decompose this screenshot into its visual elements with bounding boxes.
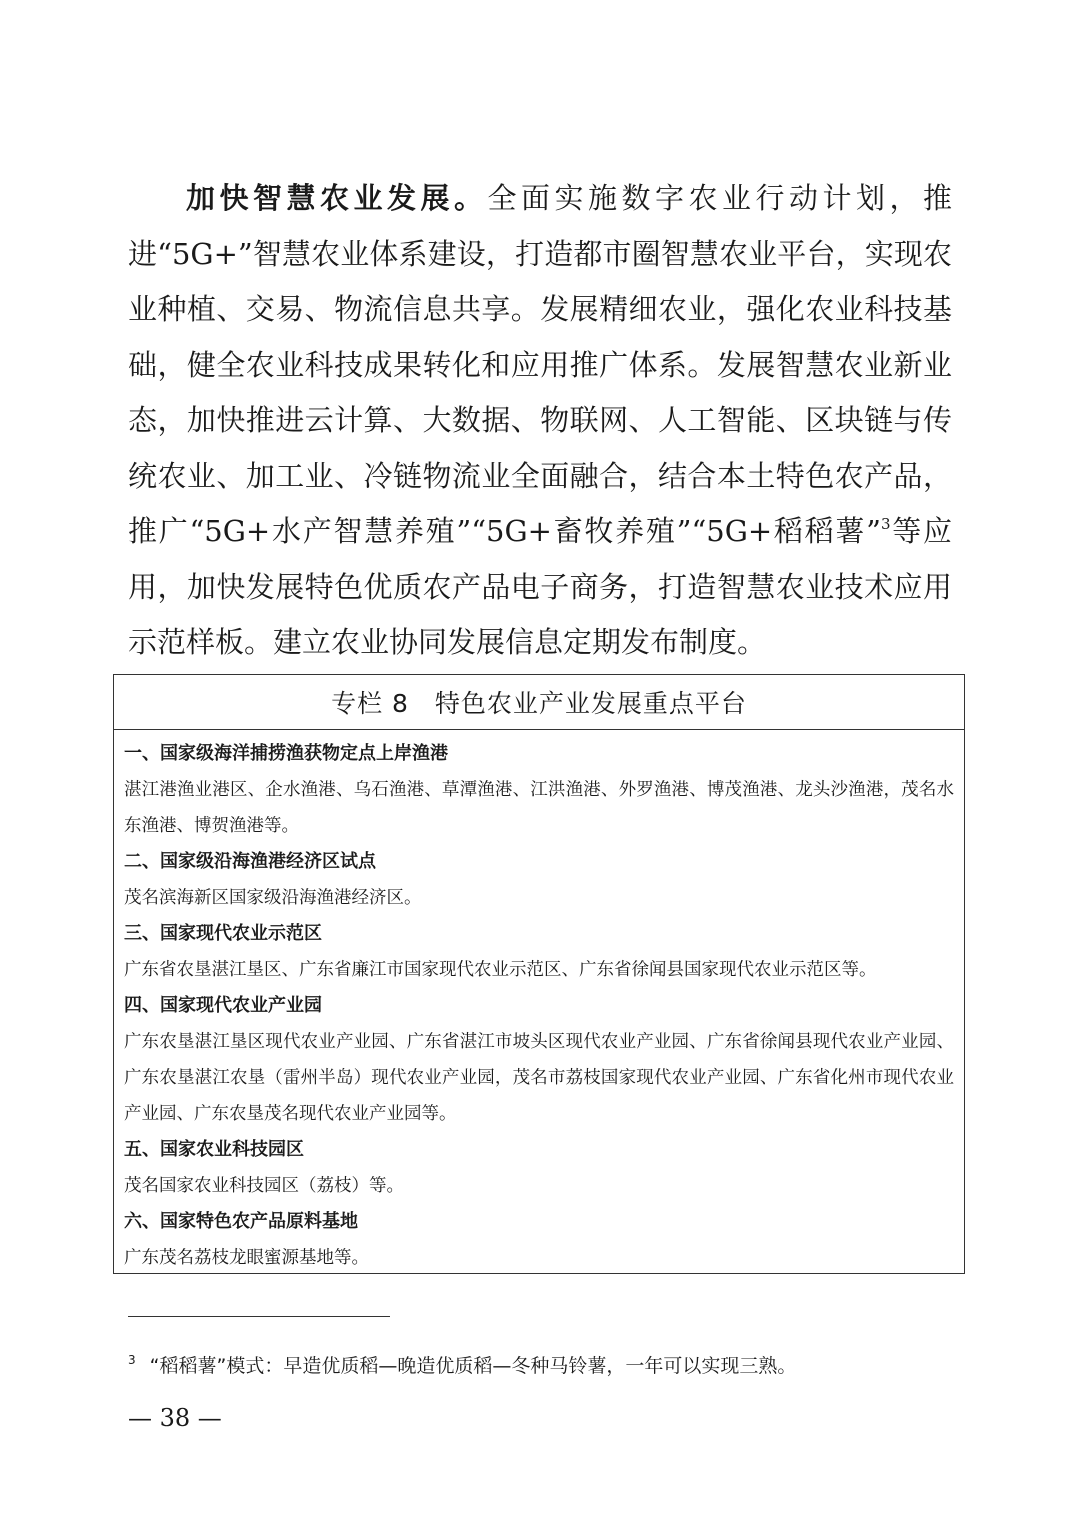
paragraph-body-continued: 等应用，加快发展特色优质农产品电子商务，打造智慧农业技术应用示范样板。建立农业协同发展信息定期发布制度。 xyxy=(128,514,952,659)
box-title-number: 专栏 8 xyxy=(331,689,409,718)
section-heading: 一、国家级海洋捕捞渔获物定点上岸渔港 xyxy=(124,743,448,764)
section-text: 茂名滨海新区国家级沿海渔港经济区。 xyxy=(124,888,422,908)
box-body xyxy=(114,730,964,1276)
section-text: 广东农垦湛江垦区现代农业产业园、广东省湛江市坡头区现代农业产业园、广东省徐闻县现代农业产业园、广东农垦湛江农垦（雷州半岛）现代农业产业园，茂名市荔枝国家现代农业产业园、广东省化州市现代农业产业园、广东农垦茂名现代农业产业园等。 xyxy=(124,1032,954,1124)
section-heading: 六、国家特色农产品原料基地 xyxy=(124,1211,358,1232)
footnote xyxy=(128,1351,958,1381)
special-column-box xyxy=(113,674,965,1274)
paragraph-body: 全面实施数字农业行动计划，推进“5G+”智慧农业体系建设，打造都市圈智慧农业平台，实现农业种植、交易、物流信息共享。发展精细农业，强化农业科技基础，健全农业科技成果转化和应用推广体系。发展智慧农业新业态，加快推进云计算、大数据、物联网、人工智能、区块链与传统农业、加工业、冷链物流业全面融合，结合本土特色农产品，推广“5G+水产智慧养殖”“5G+畜牧养殖”“5G+稻稻薯” xyxy=(128,181,952,548)
footnote-reference[interactable]: 3 xyxy=(880,515,891,533)
main-paragraph xyxy=(128,171,952,671)
section-text: 茂名国家农业科技园区（荔枝）等。 xyxy=(124,1176,404,1196)
footnote-divider xyxy=(128,1316,390,1317)
paragraph-lead-heading: 加快智慧农业发展。 xyxy=(186,181,488,215)
section-heading: 二、国家级沿海渔港经济区试点 xyxy=(124,851,376,872)
section-heading: 四、国家现代农业产业园 xyxy=(124,995,322,1016)
footnote-marker: 3 xyxy=(128,1353,136,1367)
section-heading: 三、国家现代农业示范区 xyxy=(124,923,322,944)
footnote-text: “稻稻薯”模式：早造优质稻—晚造优质稻—冬种马铃薯，一年可以实现三熟。 xyxy=(149,1355,797,1377)
section-heading: 五、国家农业科技园区 xyxy=(124,1139,304,1160)
section-text: 湛江港渔业港区、企水渔港、乌石渔港、草潭渔港、江洪渔港、外罗渔港、博茂渔港、龙头沙渔港，茂名水东渔港、博贺渔港等。 xyxy=(124,780,954,836)
page-number: — 38 — xyxy=(128,1404,222,1432)
section-text: 广东茂名荔枝龙眼蜜源基地等。 xyxy=(124,1248,369,1268)
section-text: 广东省农垦湛江垦区、广东省廉江市国家现代农业示范区、广东省徐闻县国家现代农业示范区等。 xyxy=(124,960,877,980)
box-title-text: 特色农业产业发展重点平台 xyxy=(434,689,747,718)
box-title xyxy=(114,675,964,730)
